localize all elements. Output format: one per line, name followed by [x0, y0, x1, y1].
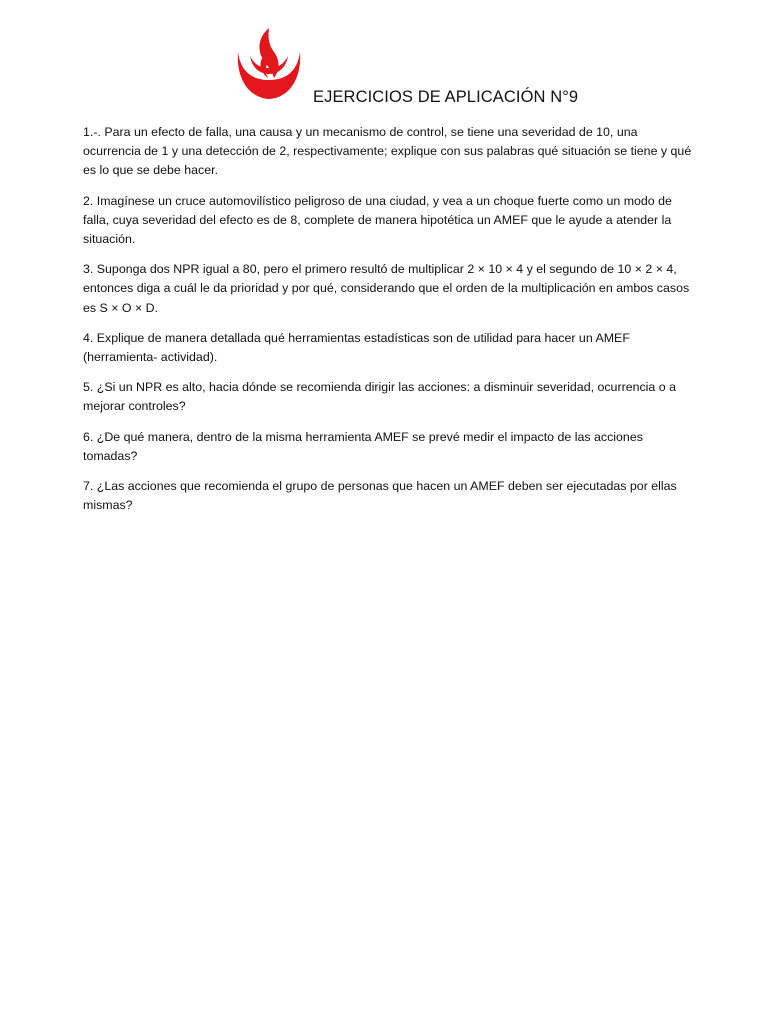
question-item-3: 3. Suponga dos NPR igual a 80, pero el primero resultó de multiplicar 2 × 10 × 4 y el segundo de 10 × 2 × 4, entonces diga a cuál le da prioridad y por qué, considerando que el orden de la multiplicación en ambos casos es S × O × D.	[83, 262, 690, 315]
upc-flame-logo-icon	[228, 22, 310, 104]
question-item-5: 5. ¿Si un NPR es alto, hacia dónde se recomienda dirigir las acciones: a disminuir severidad, ocurrencia o a mejorar controles?	[83, 380, 676, 414]
question-item-4: 4. Explique de manera detallada qué herramientas estadísticas son de utilidad para hacer un AMEF (herramienta- actividad).	[83, 330, 630, 365]
question-item-7: 7. ¿Las acciones que recomienda el grupo de personas que hacen un AMEF deben ser ejecutadas por ellas mismas?	[83, 479, 677, 513]
question-item-1: 1.-. Para un efecto de falla, una causa y un mecanismo de control, se tiene una severidad de 10, una ocurrencia de 1 y una detección de 2, respectivamente; explique con sus palabras qué situación se tiene y qué es lo que se debe hacer.	[83, 125, 692, 178]
question-list	[83, 123, 695, 526]
question-item-2: 2. Imagínese un cruce automovilístico peligroso de una ciudad, y vea a un choque fuerte como un modo de falla, cuya severidad del efecto es de 8, complete de manera hipotética un AMEF que le ayude a atender la situación.	[83, 193, 672, 247]
document-title: EJERCICIOS DE APLICACIÓN N°9	[313, 88, 579, 106]
question-item-6: 6. ¿De qué manera, dentro de la misma herramienta AMEF se prevé medir el impacto de las acciones tomadas?	[83, 429, 643, 463]
